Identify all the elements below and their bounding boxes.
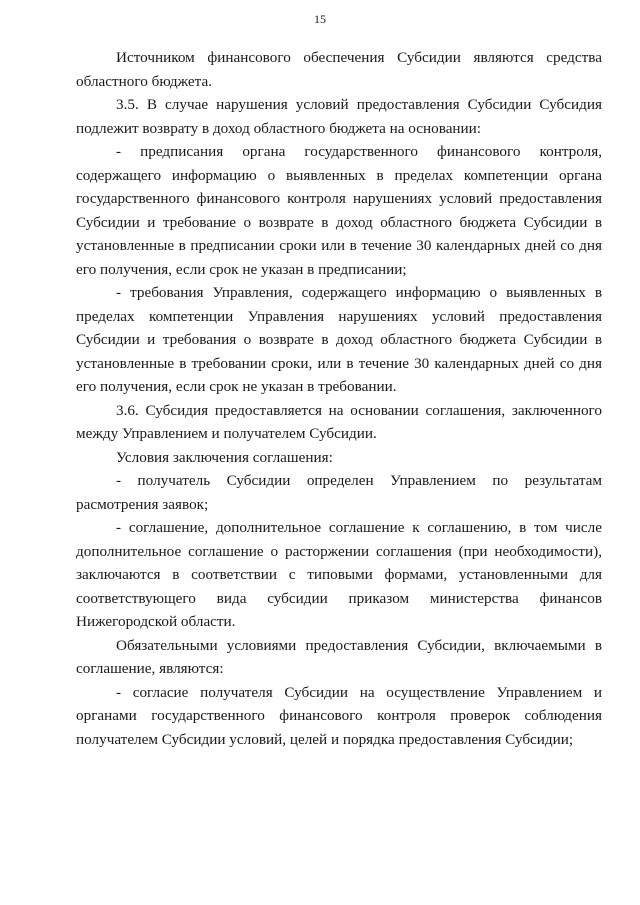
paragraph-agreement-conditions: Условия заключения соглашения: bbox=[116, 448, 333, 466]
list-item-requirement: - требования Управления, содержащего информацию о выявленных в пределах компетенции Управления нарушениях условий предоставления Субсидии и требования о возврате в доход областного бюджета Субсидии в установленные в требовании сроки, или в течение 30 календарных дней со дня его получения, если срок не указан в требовании. bbox=[76, 284, 602, 395]
list-item-agreement-forms: - соглашение, дополнительное соглашение к соглашению, в том числе дополнительное соглашение о расторжении соглашения (при необходимости), заключаются в соответствии с типовыми формами, установленными для соответствующего вида субсидии приказом министерства финансов Нижегородской области. bbox=[76, 519, 602, 630]
page-number: 15 bbox=[314, 12, 326, 26]
paragraph-mandatory-conditions: Обязательными условиями предоставления Субсидии, включаемыми в соглашение, являются: bbox=[76, 636, 602, 677]
document-body bbox=[76, 46, 602, 751]
list-item-prescription: - предписания органа государственного финансового контроля, содержащего информацию о выявленных в пределах компетенции органа государственного финансового контроля нарушениях условий предоставления Субсидии и требование о возврате в доход областного бюджета Субсидии в установленные в предписании сроки или в течение 30 календарных дней со дня его получения, если срок не указан в предписании; bbox=[76, 143, 602, 278]
list-item-consent: - согласие получателя Субсидии на осуществление Управлением и органами государственного финансового контроля проверок соблюдения получателем Субсидии условий, целей и порядка предоставления Субсидии; bbox=[76, 683, 602, 748]
paragraph-3-6: 3.6. Субсидия предоставляется на основании соглашения, заключенного между Управлением и получателем Субсидии. bbox=[76, 401, 602, 442]
paragraph-3-5: 3.5. В случае нарушения условий предоставления Субсидии Субсидия подлежит возврату в доход областного бюджета на основании: bbox=[76, 96, 602, 137]
list-item-recipient: - получатель Субсидии определен Управлением по результатам расмотрения заявок; bbox=[76, 472, 602, 513]
paragraph-funding-source: Источником финансового обеспечения Субсидии являются средства областного бюджета. bbox=[76, 49, 602, 90]
